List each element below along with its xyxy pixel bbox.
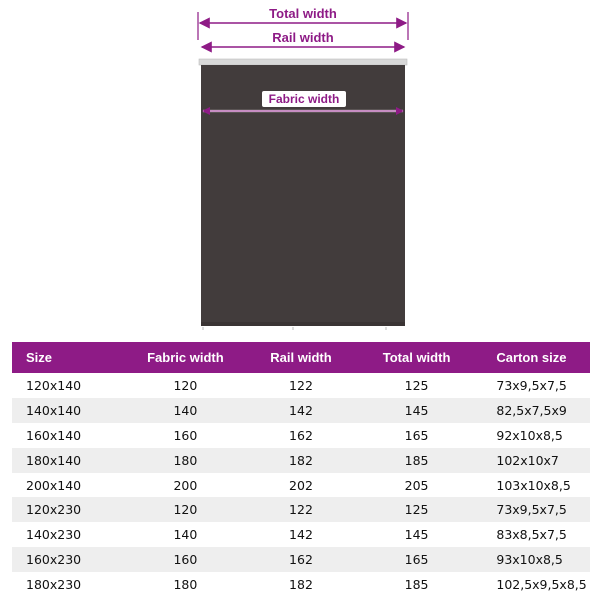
rail-width-cell: 202	[243, 473, 359, 498]
rail-width-header: Rail width	[243, 342, 359, 373]
carton-size-cell: 92x10x8,5	[474, 423, 590, 448]
fabric-width-cell: 180	[128, 572, 244, 597]
carton-size-cell: 102,5x9,5x8,5	[474, 572, 590, 597]
rail-width-cell: 142	[243, 522, 359, 547]
carton-size-cell: 83x8,5x7,5	[474, 522, 590, 547]
header-row	[12, 342, 590, 373]
total-width-cell: 145	[359, 398, 475, 423]
size-cell: 140x140	[12, 398, 128, 423]
size-cell: 140x230	[12, 522, 128, 547]
size-cell: 120x140	[12, 373, 128, 398]
rail-width-cell: 162	[243, 423, 359, 448]
size-table-body	[12, 373, 590, 597]
size-cell: 160x230	[12, 547, 128, 572]
fabric-width-cell: 160	[128, 547, 244, 572]
table-row	[12, 572, 590, 597]
table-row	[12, 373, 590, 398]
fabric-width-cell: 140	[128, 522, 244, 547]
fabric-width-cell: 140	[128, 398, 244, 423]
rail-width-cell: 122	[243, 373, 359, 398]
rail-width-cell: 122	[243, 497, 359, 522]
carton-size-cell: 103x10x8,5	[474, 473, 590, 498]
total-width-cell: 165	[359, 423, 475, 448]
table-row	[12, 473, 590, 498]
total-width-cell: 185	[359, 572, 475, 597]
fabric-width-cell: 120	[128, 373, 244, 398]
rail-width-cell: 142	[243, 398, 359, 423]
table-row	[12, 522, 590, 547]
rail-width-cell: 182	[243, 448, 359, 473]
table-row	[12, 423, 590, 448]
total-width-cell: 165	[359, 547, 475, 572]
size-table	[12, 342, 590, 597]
total-width-cell: 205	[359, 473, 475, 498]
size-cell: 160x140	[12, 423, 128, 448]
size-cell: 180x230	[12, 572, 128, 597]
table-row	[12, 497, 590, 522]
table-row	[12, 398, 590, 423]
carton-size-cell: 102x10x7	[474, 448, 590, 473]
fabric-width-header: Fabric width	[128, 342, 244, 373]
total-width-header: Total width	[359, 342, 475, 373]
total-width-cell: 145	[359, 522, 475, 547]
fabric-width-label: Fabric width	[268, 92, 340, 106]
table-row	[12, 547, 590, 572]
carton-size-cell: 82,5x7,5x9	[474, 398, 590, 423]
total-width-label: Total width	[269, 6, 337, 21]
fabric-width-cell: 200	[128, 473, 244, 498]
size-cell: 120x230	[12, 497, 128, 522]
rail-width-dimension	[202, 29, 404, 47]
total-width-cell: 125	[359, 497, 475, 522]
rail-width-label: Rail width	[272, 30, 334, 45]
carton-size-cell: 73x9,5x7,5	[474, 373, 590, 398]
total-width-cell: 125	[359, 373, 475, 398]
total-width-cell: 185	[359, 448, 475, 473]
rail-width-cell: 182	[243, 572, 359, 597]
rail-width-cell: 162	[243, 547, 359, 572]
bottom-bar	[201, 322, 405, 326]
carton-size-header: Carton size	[474, 342, 590, 373]
fabric-width-cell: 180	[128, 448, 244, 473]
size-table-header	[12, 342, 590, 373]
fabric-width-cell: 120	[128, 497, 244, 522]
carton-size-cell: 73x9,5x7,5	[474, 497, 590, 522]
size-header: Size	[12, 342, 128, 373]
headrail	[199, 59, 407, 65]
size-cell: 200x140	[12, 473, 128, 498]
size-cell: 180x140	[12, 448, 128, 473]
carton-size-cell: 93x10x8,5	[474, 547, 590, 572]
table-row	[12, 448, 590, 473]
fabric-width-cell: 160	[128, 423, 244, 448]
